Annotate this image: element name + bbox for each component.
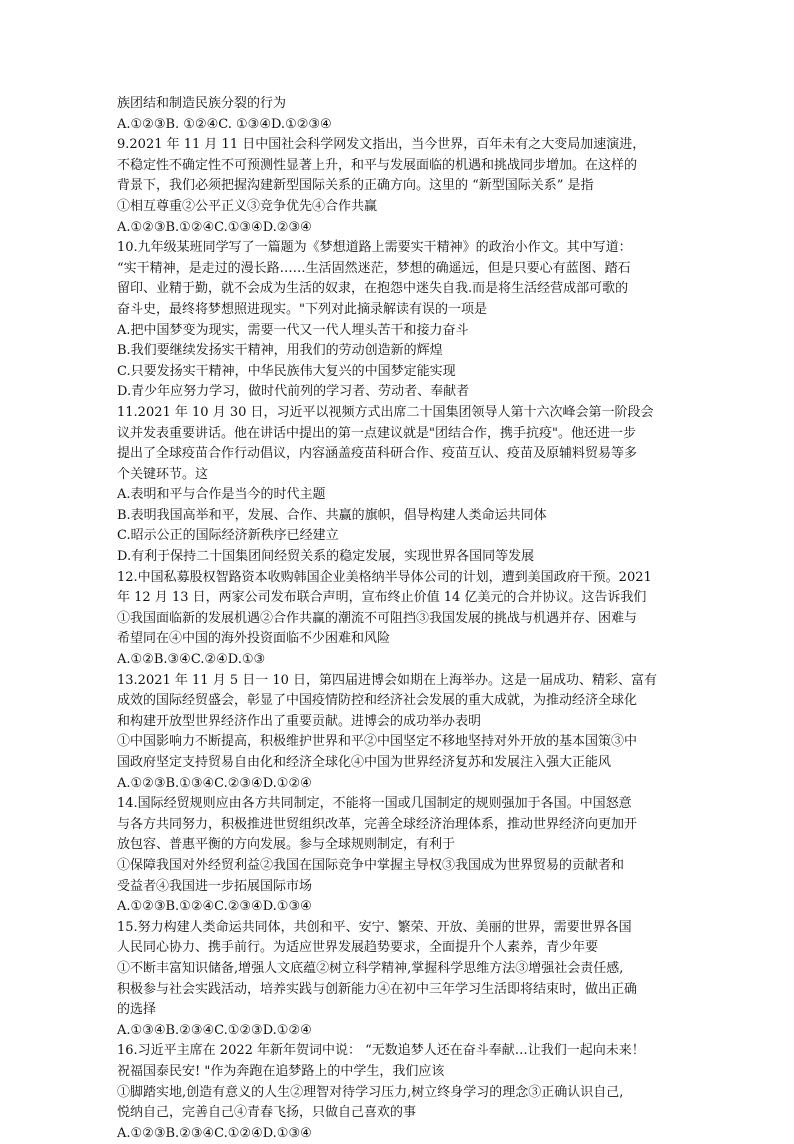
text-line: A.表明和平与合作是当今的时代主题	[117, 487, 326, 503]
text-line: 背景下，我们必须把握沟建新型国际关系的正确方向。这里的 “新型国际关系” 是指	[117, 178, 594, 194]
text-line: 不稳定性不确定性不可预测性显著上升，和平与发展面临的机遇和挑战同步增加。在这样的	[117, 157, 638, 173]
text-line: A.①②③B.①③④C.②③④D.①②④	[117, 775, 312, 791]
text-line: A.①③④B.②③④C.①②③D.①②④	[117, 1022, 312, 1038]
text-line: 人民同心协力、携手前行。为适应世界发展趋势要求，全面提升个人素养，青少年要	[117, 940, 599, 956]
text-line: 悦纳自己，完善自己④青春飞扬，只做自己喜欢的事	[117, 1105, 417, 1121]
text-line: ①保障我国对外经贸利益②我国在国际竞争中掌握主导权③我国成为世界贸易的贡献者和	[117, 857, 625, 873]
text-line: A.①②B.③④C.②④D.①③	[117, 652, 266, 668]
text-line: C.只要发扬实干精神，中华民族伟大复兴的中国梦定能实现	[117, 363, 456, 379]
text-line: B.表明我国高举和平，发展、合作、共赢的旗帜，倡导构建人类命运共同体	[117, 507, 547, 523]
text-line: 提出了全球疫苗合作行动倡议，内容涵盖疫苗科研合作、疫苗互认、疫苗及原辅料贸易等多	[117, 446, 638, 462]
text-line: C.昭示公正的国际经济新秩序已经建立	[117, 528, 339, 544]
text-line: 12.中国私募股权智路资本收购韩国企业美格纳半导体公司的计划，遭到美国政府干预。2021	[117, 569, 652, 585]
text-line: ①我国面临新的发展机遇②合作共赢的潮流不可阻挡③我国发展的挑战与机遇并存、困难与	[117, 610, 638, 626]
text-line: 放包容、普惠平衡的方向发展。参与全球规则制定，有利于	[117, 837, 456, 853]
text-line: 祝福国泰民安! "作为奔跑在追梦路上的中学生，我们应该	[117, 1063, 445, 1079]
text-line: 奋斗史，最终将梦想照进现实。"下列对此摘录解读有误的一项是	[117, 301, 487, 317]
text-line: ①脚踏实地,创造有意义的人生②理智对待学习压力,树立终身学习的理念③正确认识自己,	[117, 1084, 624, 1100]
text-line: 10.九年级某班同学写了一篇题为《梦想道路上需要实干精神》的政治小作文。其中写道：	[117, 240, 632, 256]
text-line: 13.2021 年 11 月 5 日一 10 日，第四届进博会如期在上海举办。这是一届成功、精彩、富有	[117, 672, 658, 688]
text-line: 14.国际经贸规则应由各方共同制定，不能将一国或几国制定的规则强加于各国。中国怒意	[117, 796, 632, 812]
text-line: 留印、业精于勤，就不会成为生活的奴隶，在抱怨中迷失自我.而是将生活经营成部可歌的	[117, 281, 629, 297]
text-line: 议并发表重要讲话。他在讲话中提出的第一点建议就是"团结合作，携手抗疫"。他还进一步	[117, 425, 636, 441]
text-line: B.我们要继续发扬实干精神，用我们的劳动创造新的辉煌	[117, 343, 443, 359]
text-line: A.①②③B.①②④C.②③④D.①③④	[117, 899, 312, 915]
text-line: D.有利于保持二十国集团间经贸关系的稳定发展，实现世界各国同等发展	[117, 549, 535, 565]
text-line: ①相互尊重②公平正义③竞争优先④合作共赢	[117, 198, 378, 214]
text-line: 的选择	[117, 1002, 157, 1018]
text-line: D.青少年应努力学习，做时代前列的学习者、劳动者、奉献者	[117, 384, 470, 400]
text-line: 成效的国际经贸盛会，彰显了中国疫情防控和经济社会发展的重大成就，为推动经济全球化	[117, 693, 638, 709]
text-line: 受益者④我国进一步拓展国际市场	[117, 878, 313, 894]
text-line: 9.2021 年 11 月 11 日中国社会科学网发文指出，当今世界，百年未有之大变局加速演进，	[117, 137, 646, 153]
text-line: 希望同在④中国的海外投资面临不少困难和风险	[117, 631, 391, 647]
text-line: ①不断丰富知识储备,增强人文底蕴②树立科学精神,掌握科学思维方法③增强社会责任感,	[117, 960, 624, 976]
text-line: 积极参与社会实践活动，培养实践与创新能力④在初中三年学习生活即将结束时，做出正确	[117, 981, 638, 997]
text-line: 与各方共同努力，积极推进世贸组织改革，完善全球经济治理体系，推动世界经济向更加开	[117, 816, 638, 832]
text-line: ①中国影响力不断提高，积极维护世界和平②中国坚定不移地坚持对外开放的基本国策③中	[117, 734, 638, 750]
text-line: 国政府坚定支持贸易自由化和经济全球化④中国为世界经济复苏和发展注入强大正能风	[117, 755, 612, 770]
text-line: 年 12 月 13 日，两家公司发布联合声明，宣布终止价值 14 亿美元的合并协议。这告诉我们	[117, 590, 647, 606]
text-line: 和构建开放型世界经济作出了重要贡献。进博会的成功举办表明	[117, 713, 482, 729]
text-line: A.把中国梦变为现实，需要一代又一代人埋头苦干和接力奋斗	[117, 322, 469, 338]
question-text-block	[117, 94, 689, 1144]
text-line: 族团结和制造民族分裂的行为	[117, 96, 287, 111]
text-line: 个关键环节。这	[117, 466, 209, 482]
text-line: 15.努力构建人类命运共同体，共创和平、安宁、繁荣、开放、美丽的世界，需要世界各国	[117, 919, 632, 935]
text-line: A.①②③B. ①②④C. ①③④D.①②③④	[117, 116, 332, 132]
text-line: “实干精神，是走过的漫长路……生活固然迷茫，梦想的确遥远，但是只要心有蓝图、踏石	[117, 260, 631, 276]
text-line: 16.习近平主席在 2022 年新年贺词中说： “无数追梦人还在奋斗奉献…让我们一起向未来！	[117, 1043, 645, 1059]
text-line: A.①②③B.①②④C.①③④D.②③④	[117, 219, 312, 235]
text-line: A.①②③B.②③④C.①②④D.①③④	[117, 1125, 312, 1141]
text-line: 11.2021 年 10 月 30 日，习近平以视频方式出席二十国集团领导人第十六次峰会第一阶段会	[117, 404, 654, 420]
